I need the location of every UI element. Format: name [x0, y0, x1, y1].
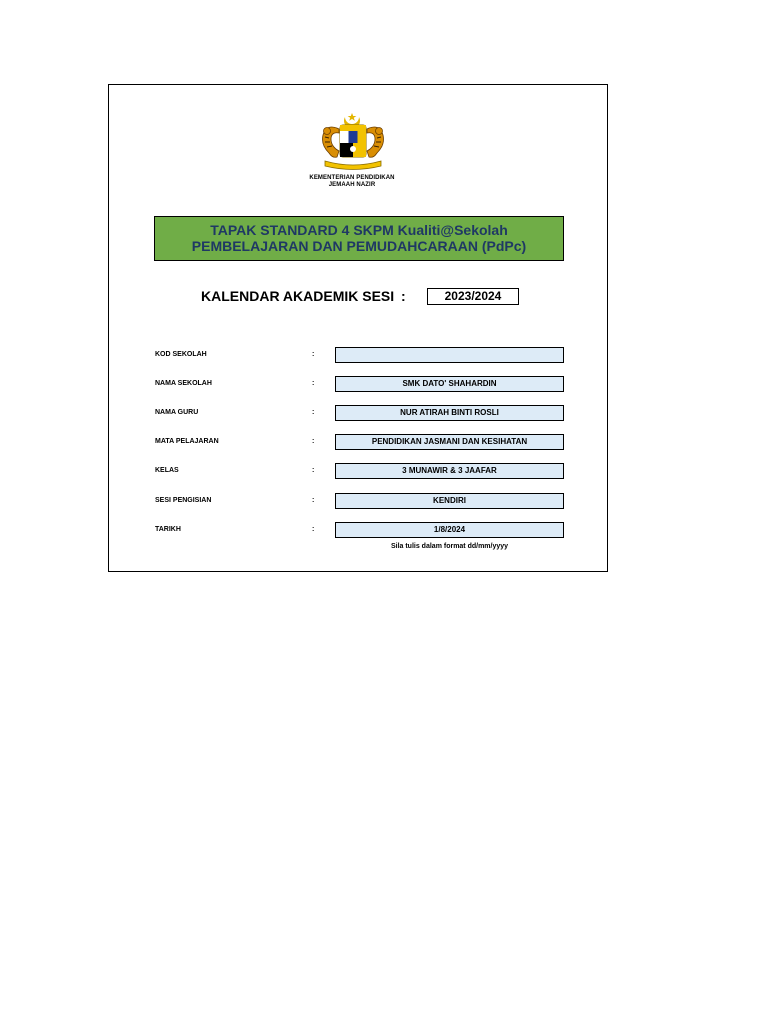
session-field[interactable]: 2023/2024 [427, 288, 519, 305]
field-label: MATA PELAJARAN [155, 438, 219, 445]
kalendar-label: KALENDAR AKADEMIK SESI [201, 288, 395, 304]
field-row-tarikh [109, 522, 609, 540]
field-row-mata-pelajaran [109, 434, 609, 452]
form-sheet [108, 84, 608, 572]
tarikh-field[interactable]: 1/8/2024 [335, 522, 564, 538]
field-colon: : [312, 467, 315, 474]
field-label: NAMA SEKOLAH [155, 380, 212, 387]
malaysia-coat-of-arms-icon [315, 111, 391, 171]
document-title-box [154, 216, 564, 261]
sesi-pengisian-field[interactable]: KENDIRI [335, 493, 564, 509]
field-colon: : [312, 438, 315, 445]
nama-guru-field[interactable]: NUR ATIRAH BINTI ROSLI [335, 405, 564, 421]
field-label: SESI PENGISIAN [155, 497, 212, 504]
kelas-field[interactable]: 3 MUNAWIR & 3 JAAFAR [335, 463, 564, 479]
title-line-1: TAPAK STANDARD 4 SKPM Kualiti@Sekolah [210, 222, 508, 238]
field-row-nama-guru [109, 405, 609, 423]
field-row-sesi-pengisian [109, 493, 609, 511]
field-label: TARIKH [155, 526, 181, 533]
field-colon: : [312, 409, 315, 416]
date-format-hint: Sila tulis dalam format dd/mm/yyyy [390, 543, 509, 550]
field-row-nama-sekolah [109, 376, 609, 394]
field-label: KELAS [155, 467, 179, 474]
kod-sekolah-field[interactable] [335, 347, 564, 363]
field-colon: : [312, 380, 315, 387]
ministry-line-2: JEMAAH NAZIR [328, 181, 376, 188]
field-label: KOD SEKOLAH [155, 351, 207, 358]
nama-sekolah-field[interactable]: SMK DATO' SHAHARDIN [335, 376, 564, 392]
ministry-name [259, 175, 445, 188]
field-row-kod-sekolah [109, 347, 609, 365]
field-row-kelas [109, 463, 609, 481]
field-label: NAMA GURU [155, 409, 199, 416]
field-colon: : [312, 497, 315, 504]
ministry-line-1: KEMENTERIAN PENDIDIKAN [309, 175, 395, 181]
kalendar-colon: : [401, 288, 406, 304]
field-colon: : [312, 351, 315, 358]
title-line-2: PEMBELAJARAN DAN PEMUDAHCARAAN (PdPc) [191, 238, 527, 254]
field-colon: : [312, 526, 315, 533]
mata-pelajaran-field[interactable]: PENDIDIKAN JASMANI DAN KESIHATAN [335, 434, 564, 450]
